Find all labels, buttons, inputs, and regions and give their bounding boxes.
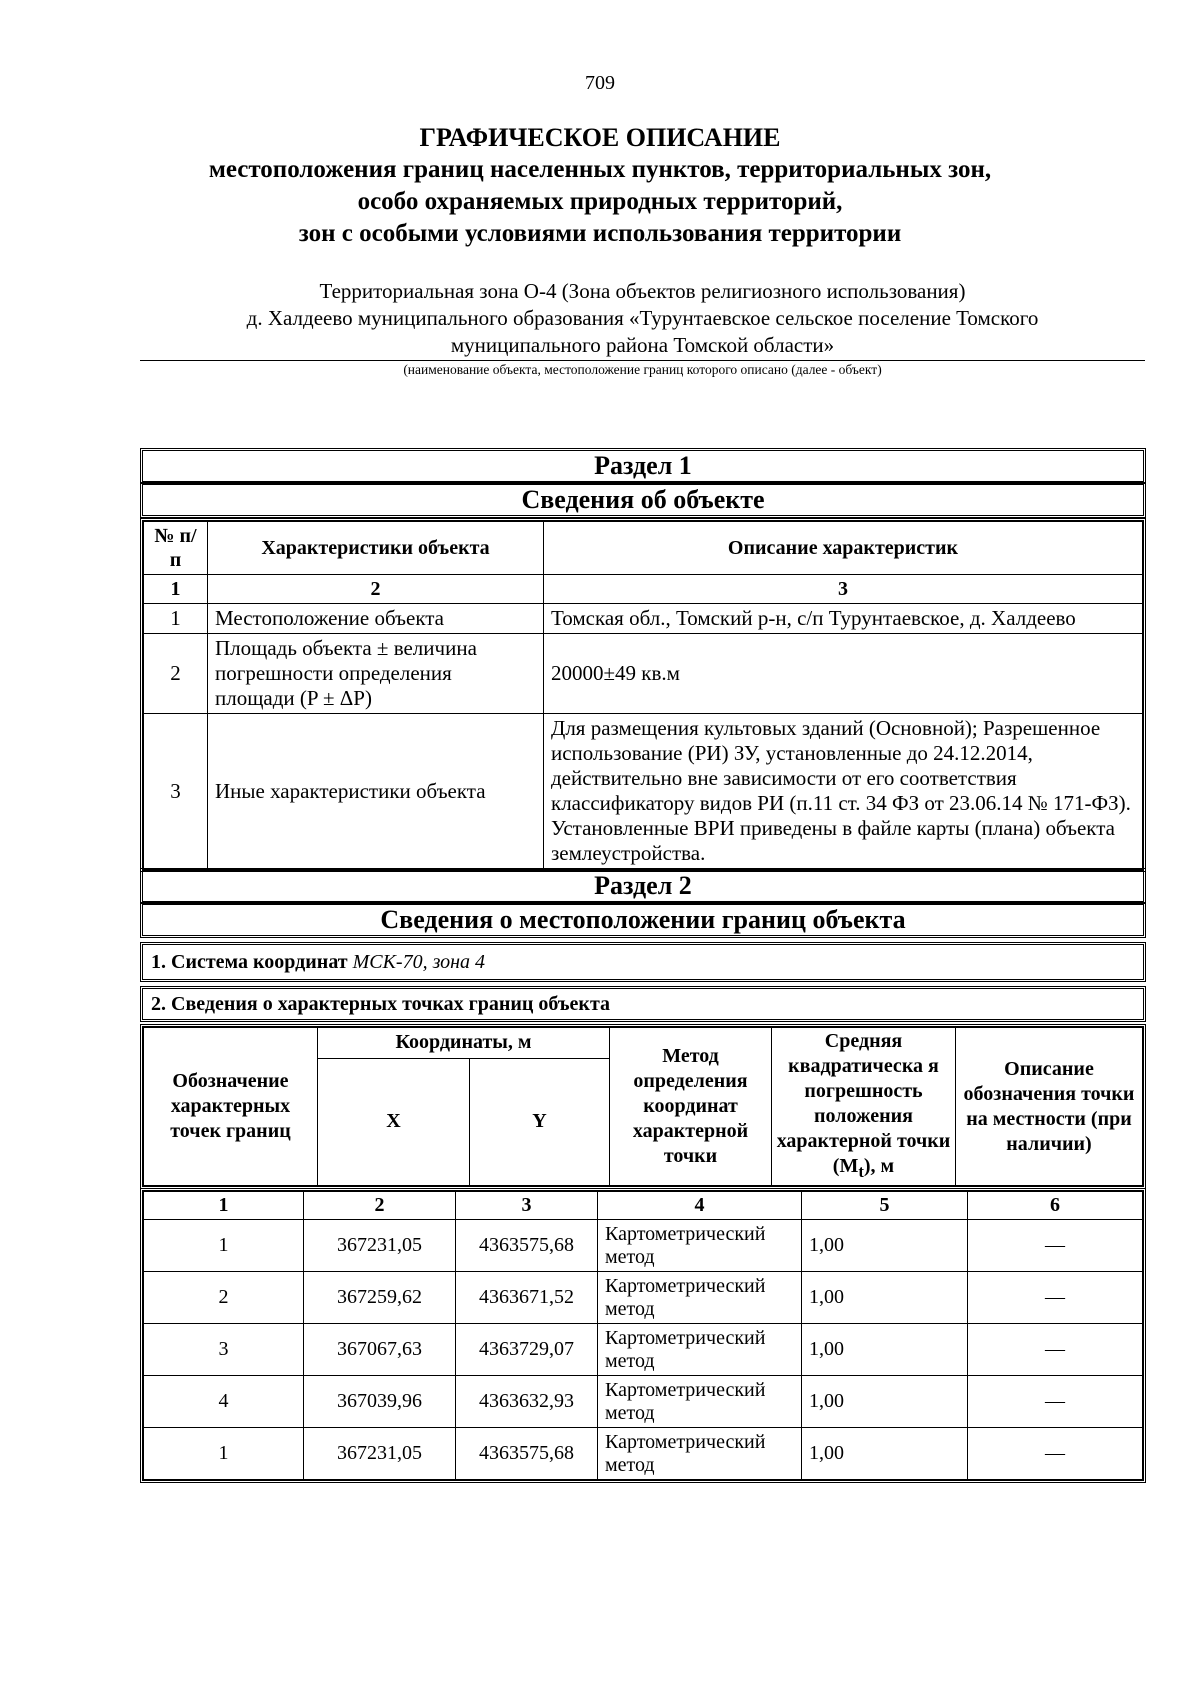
point-x: 367259,62 xyxy=(304,1272,456,1324)
section2-subtitle-text: Сведения о местоположении границ объекта xyxy=(380,905,906,934)
table-row xyxy=(144,1376,1143,1428)
point-description: — xyxy=(968,1376,1143,1428)
error-header-text: Средняя квадратическа я погрешность положения характерной точки (M xyxy=(776,1030,951,1177)
col-header-x: X xyxy=(318,1058,470,1185)
row-description: 20000±49 кв.м xyxy=(544,634,1143,714)
points-title: 2. Сведения о характерных точках границ объекта xyxy=(151,992,611,1015)
point-method: Картометрический метод xyxy=(598,1376,802,1428)
col-header-method: Метод определения координат характерной точки xyxy=(610,1028,772,1186)
col-number: 6 xyxy=(968,1192,1143,1220)
col-header-coordinates: Координаты, м xyxy=(318,1028,610,1059)
object-underline xyxy=(140,360,1145,361)
point-x: 367231,05 xyxy=(304,1428,456,1480)
point-error: 1,00 xyxy=(802,1428,968,1480)
coordinate-system-value: МСК-70, зона 4 xyxy=(352,950,486,973)
row-characteristic: Иные характеристики объекта xyxy=(208,714,544,869)
row-characteristic: Местоположение объекта xyxy=(208,604,544,634)
point-description: — xyxy=(968,1272,1143,1324)
object-name-block xyxy=(140,278,1145,359)
point-id: 4 xyxy=(144,1376,304,1428)
table-row xyxy=(144,634,1143,714)
point-description: — xyxy=(968,1220,1143,1272)
point-method: Картометрический метод xyxy=(598,1272,802,1324)
col-header-characteristic: Характеристики объекта xyxy=(208,522,544,575)
col-number: 1 xyxy=(144,1192,304,1220)
point-x: 367231,05 xyxy=(304,1220,456,1272)
table-row xyxy=(144,1272,1143,1324)
section1-title-text: Раздел 1 xyxy=(594,451,692,480)
document-subtitle-line: местоположения границ населенных пунктов, территориальных зон, xyxy=(208,156,992,183)
col-header-number: № п/п xyxy=(144,522,208,575)
coordinate-system-line xyxy=(140,942,1146,982)
point-error: 1,00 xyxy=(802,1272,968,1324)
table-row xyxy=(144,1220,1143,1272)
section1-subtitle xyxy=(140,482,1146,518)
col-number: 4 xyxy=(598,1192,802,1220)
point-x: 367067,63 xyxy=(304,1324,456,1376)
table-row xyxy=(144,714,1143,869)
col-header-description: Описание характеристик xyxy=(544,522,1143,575)
point-error: 1,00 xyxy=(802,1376,968,1428)
point-y: 4363575,68 xyxy=(456,1220,598,1272)
point-error: 1,00 xyxy=(802,1220,968,1272)
col-number: 3 xyxy=(456,1192,598,1220)
point-method: Картометрический метод xyxy=(598,1220,802,1272)
table-row xyxy=(144,1324,1143,1376)
point-id: 1 xyxy=(144,1428,304,1480)
error-header-subscript: t xyxy=(858,1162,864,1181)
section2-subtitle xyxy=(140,902,1146,938)
object-name-line: Территориальная зона О-4 (Зона объектов религиозного использования) xyxy=(319,279,966,303)
object-caption: (наименование объекта, местоположение границ которого описано (далее - объект) xyxy=(403,362,882,377)
points-title-line xyxy=(140,986,1146,1022)
row-description: Томская обл., Томский р-н, с/п Турунтаевское, д. Халдеево xyxy=(544,604,1143,634)
col-header-point-description: Описание обозначения точки на местности (при наличии) xyxy=(956,1028,1143,1186)
error-header-unit: ), м xyxy=(863,1155,895,1177)
col-header-designation: Обозначение характерных точек границ xyxy=(144,1028,318,1186)
row-number: 3 xyxy=(144,714,208,869)
col-number: 3 xyxy=(544,575,1143,604)
object-name-line: д. Халдеево муниципального образования «Турунтаевское сельское поселение Томского xyxy=(246,306,1039,330)
point-id: 3 xyxy=(144,1324,304,1376)
row-number: 1 xyxy=(144,604,208,634)
col-header-y: Y xyxy=(470,1058,610,1185)
coordinate-system-label: 1. Система координат xyxy=(151,950,348,973)
col-number: 2 xyxy=(304,1192,456,1220)
table-row xyxy=(144,1428,1143,1480)
section2-title-text: Раздел 2 xyxy=(594,871,692,900)
points-header-table xyxy=(140,1024,1146,1189)
section1-table xyxy=(140,518,1146,872)
document-title: ГРАФИЧЕСКОЕ ОПИСАНИЕ xyxy=(419,123,781,152)
point-y: 4363671,52 xyxy=(456,1272,598,1324)
points-table xyxy=(140,1188,1146,1483)
table-row xyxy=(144,604,1143,634)
point-y: 4363632,93 xyxy=(456,1376,598,1428)
col-number: 1 xyxy=(144,575,208,604)
point-id: 2 xyxy=(144,1272,304,1324)
object-name-line: муниципального района Томской области» xyxy=(450,333,835,357)
point-description: — xyxy=(968,1324,1143,1376)
point-x: 367039,96 xyxy=(304,1376,456,1428)
point-y: 4363575,68 xyxy=(456,1428,598,1480)
point-method: Картометрический метод xyxy=(598,1428,802,1480)
point-method: Картометрический метод xyxy=(598,1324,802,1376)
page-number: 709 xyxy=(585,72,615,94)
document-subtitle-line: зон с особыми условиями использования территории xyxy=(298,220,902,247)
section2-title xyxy=(140,868,1146,904)
section1-title xyxy=(140,448,1146,484)
row-number: 2 xyxy=(144,634,208,714)
row-characteristic: Площадь объекта ± величина погрешности определения площади (P ± ΔP) xyxy=(208,634,544,714)
point-id: 1 xyxy=(144,1220,304,1272)
document-title-block xyxy=(60,122,1140,250)
col-header-error xyxy=(772,1028,956,1186)
row-description: Для размещения культовых зданий (Основной); Разрешенное использование (РИ) ЗУ, установленные до 24.12.2014, действительно вне зависимости от его соответствия классификатору видов РИ (п.11 ст. 34 ФЗ от 23.06.14 № 171-ФЗ). Установленные ВРИ приведены в файле карты (плана) объекта землеустройства. xyxy=(544,714,1143,869)
point-description: — xyxy=(968,1428,1143,1480)
document-subtitle-line: особо охраняемых природных территорий, xyxy=(357,188,843,215)
point-error: 1,00 xyxy=(802,1324,968,1376)
section1-subtitle-text: Сведения об объекте xyxy=(521,485,765,514)
point-y: 4363729,07 xyxy=(456,1324,598,1376)
col-number: 2 xyxy=(208,575,544,604)
col-number: 5 xyxy=(802,1192,968,1220)
